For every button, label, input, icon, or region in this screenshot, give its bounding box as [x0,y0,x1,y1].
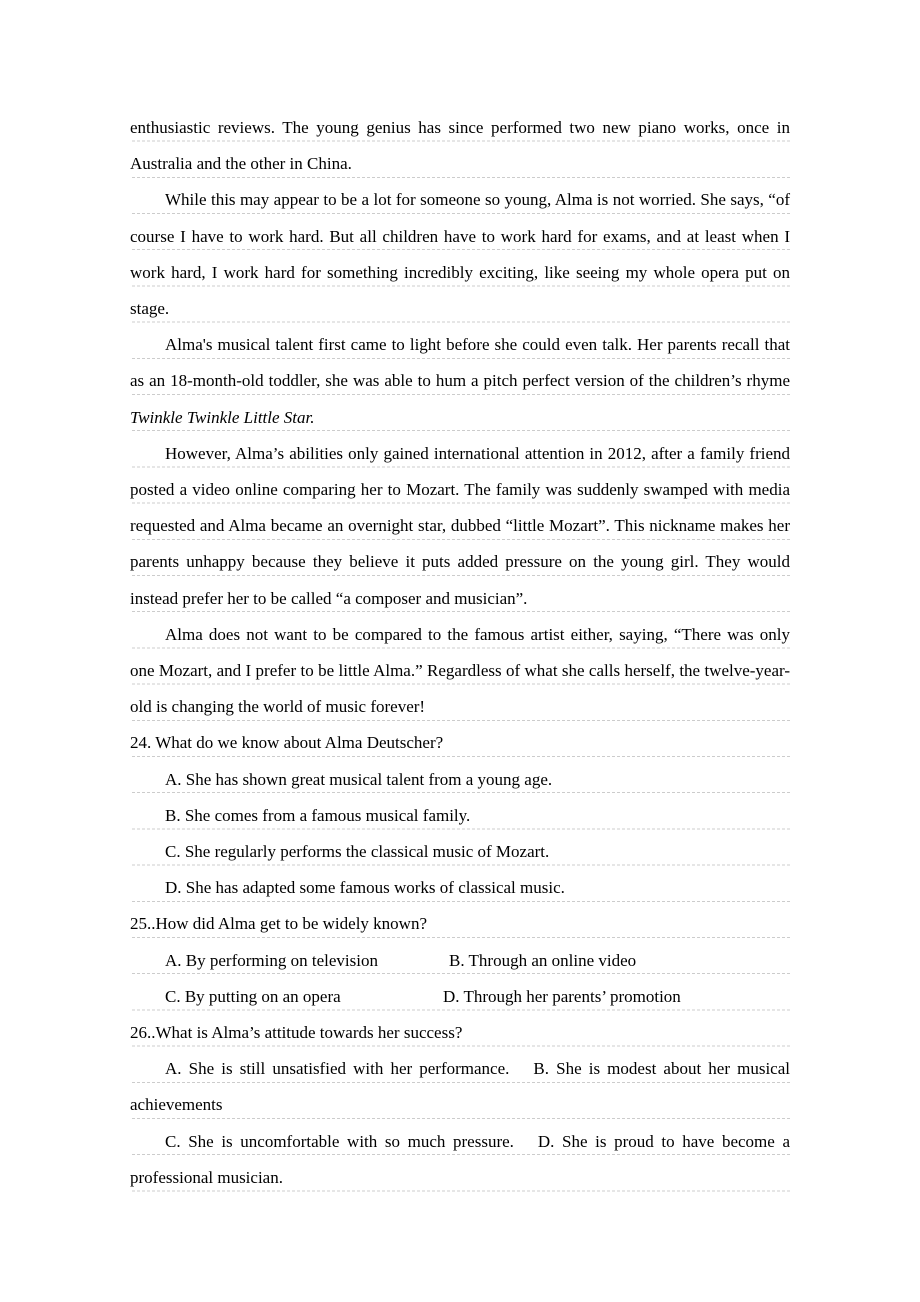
question-24-prompt: 24. What do we know about Alma Deutscher? [130,733,444,753]
question-25-option-c: C. By putting on an opera [165,986,341,1006]
question-25-option-b: B. Through an online video [449,950,637,970]
question-24-option-b: B. She comes from a famous musical family. [165,805,471,825]
question-25-option-row-ab [130,943,790,979]
reading-comprehension-passage [130,110,790,1196]
question-26-option-d: D. She is proud to have become a professional musician. [130,1131,790,1187]
question-25-option-a: A. By performing on television [165,950,378,970]
passage-paragraph [130,327,790,436]
passage-paragraph: However, Alma’s abilities only gained international attention in 2012, after a family friend posted a video online comparing her to Mozart. The family was suddenly swamped with media requested and Alma became an overnight star, dubbed “little Mozart”. This nickname makes her parents unhappy because they believe it puts added pressure on the young girl. They would instead prefer her to be called “a composer and musician”. [130,443,790,608]
question-26-option-pair-cd [130,1124,790,1196]
question-24-option-d: D. She has adapted some famous works of classical music. [165,878,565,898]
passage-paragraph: Alma does not want to be compared to the famous artist either, saying, “There was only one Mozart, and I prefer to be little Alma.” Regardless of what she calls herself, the twelve-year-old is changing the world of music forever! [130,624,790,717]
question-24-option-c: C. She regularly performs the classical music of Mozart. [165,842,550,862]
passage-paragraph-continuation: enthusiastic reviews. The young genius has since performed two new piano works, once in Australia and the other in China. [130,118,790,174]
question-26-option-c: C. She is uncomfortable with so much pressure. [165,1131,514,1151]
question-25-option-d: D. Through her parents’ promotion [443,986,681,1006]
passage-paragraph: While this may appear to be a lot for someone so young, Alma is not worried. She says, “of course I have to work hard. But all children have to work hard for exams, and at least when I work hard, I work hard for something incredibly exciting, like seeing my whole opera put on stage. [130,190,790,319]
question-26-option-b: B. She is modest about her musical achievements [130,1059,790,1115]
question-26-option-pair-ab [130,1051,790,1123]
question-26-prompt: 26..What is Alma’s attitude towards her success? [130,1023,463,1043]
passage-text: Alma's musical talent first came to light before she could even talk. Her parents recall that as an 18-month-old toddler, she was able to hum a pitch perfect version of the children’s rhyme [130,335,790,391]
question-24-option-a: A. She has shown great musical talent from a young age. [165,769,553,789]
question-25-option-row-cd [130,979,790,1015]
question-25-prompt: 25..How did Alma get to be widely known? [130,914,427,934]
song-title-italic: Twinkle Twinkle Little Star. [130,407,315,427]
question-26-option-a: A. She is still unsatisfied with her performance. [165,1059,510,1079]
